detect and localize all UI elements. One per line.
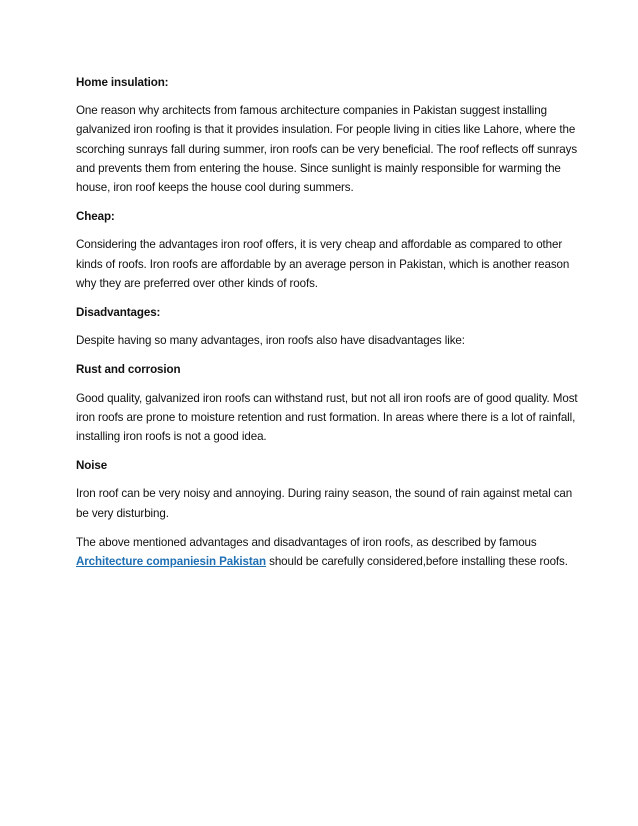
conclusion-suffix: should be carefully considered,before installing these roofs. [266, 555, 568, 569]
heading-rust-and-corrosion: Rust and corrosion [76, 363, 181, 377]
paragraph-conclusion [76, 533, 578, 571]
heading-disadvantages: Disadvantages: [76, 306, 161, 320]
heading-home-insulation: Home insulation: [76, 76, 169, 89]
conclusion-prefix: The above mentioned advantages and disadvantages of iron roofs, as described by famous [76, 535, 537, 549]
paragraph-cheap: Considering the advantages iron roof offers, it is very cheap and affordable as compared to other kinds of roofs. Iron roofs are affordable by an average person in Pakistan, which is another reason why they are preferred over other kinds of roofs. [76, 238, 570, 290]
heading-noise: Noise [76, 459, 108, 473]
architecture-companies-link[interactable]: Architecture companiesin Pakistan [76, 555, 266, 569]
paragraph-disadvantages: Despite having so many advantages, iron roofs also have disadvantages like: [76, 334, 465, 348]
paragraph-noise: Iron roof can be very noisy and annoying. During rainy season, the sound of rain against metal can be very disturbing. [76, 487, 573, 520]
paragraph-home-insulation: One reason why architects from famous architecture companies in Pakistan suggest installing galvanized iron roofing is that it provides insulation. For people living in cities like Lahore, where the scorching sunrays fall during summer, iron roofs can be very beneficial. The roof reflects off sunrays and prevents them from entering the house. Since sunlight is mainly responsible for warming the house, iron roof keeps the house cool during summers. [76, 104, 578, 195]
paragraph-rust-and-corrosion: Good quality, galvanized iron roofs can withstand rust, but not all iron roofs are of good quality. Most iron roofs are prone to moisture retention and rust formation. In areas where there is a lot of rainfall, installing iron roofs is not a good idea. [76, 391, 578, 444]
heading-cheap: Cheap: [76, 210, 115, 224]
